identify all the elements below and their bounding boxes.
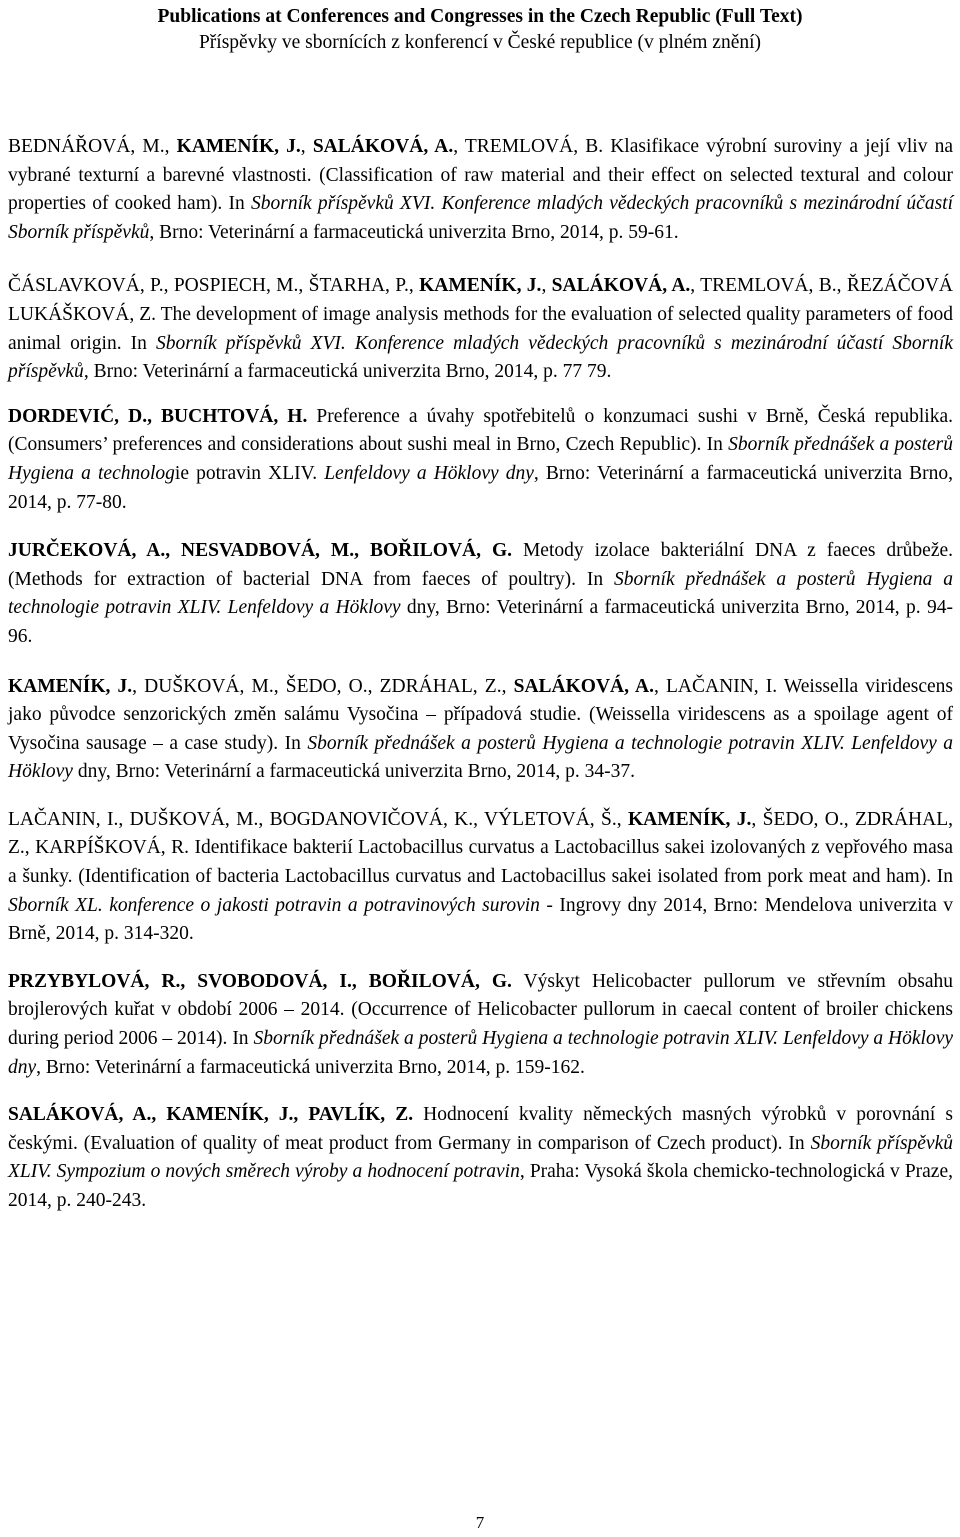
- reference-authors-bold: SALÁKOVÁ, A.: [513, 675, 655, 697]
- reference-text: Preference a úvahy spotřebitelů o konzumaci sushi v Brně, Česká republika. (Consumers’ preferences and considerations about sushi meal in Brno, Czech Republic). In: [8, 405, 954, 456]
- page-header: [0, 4, 960, 56]
- reference-authors-bold: DORDEVIĆ, D., BUCHTOVÁ, H.: [8, 405, 308, 427]
- reference-source-italic: Sborník příspěvků XLIV. Sympozium o nových směrech výroby a hodnocení potravin: [8, 1132, 953, 1183]
- reference-source-italic: Sborník přednášek a posterů Hygiena a technolog: [8, 434, 953, 484]
- reference-source-italic: Sborník příspěvků XVI. Konference mladých vědeckých pracovníků s mezinárodní účastí Sborník příspěvků: [8, 193, 953, 243]
- reference-entry: [8, 968, 953, 1082]
- reference-text: dny, Brno: Veterinární a farmaceutická univerzita Brno, 2014, p. 34-37.: [72, 761, 636, 783]
- reference-source-italic: Sborník přednášek a posterů Hygiena a technologie potravin XLIV. Lenfeldovy a Höklovy: [8, 568, 953, 619]
- reference-authors-bold: SALÁKOVÁ, A.: [312, 136, 454, 157]
- header-title-czech: Příspěvky ve sbornících z konferencí v České republice (v plném znění): [198, 32, 762, 53]
- reference-text: LAČANIN, I., DUŠKOVÁ, M., BOGDANOVIČOVÁ, K., VÝLETOVÁ, Š.,: [8, 808, 629, 830]
- reference-entry: [8, 806, 953, 949]
- reference-text: , LAČANIN, I. Weissella viridescens jako původce senzorických změn salámu Vysočina – případová studie. (Weissella viridescens as a spoilage agent of Vysočina sausage – a case study). In: [8, 675, 954, 754]
- reference-source-italic: Sborník přednášek a posterů Hygiena a technologie potravin XLIV. Lenfeldovy a Höklovy dny: [8, 1028, 954, 1078]
- reference-entry: [8, 673, 953, 787]
- reference-entry: [8, 1101, 953, 1215]
- page-number: 7: [475, 1513, 485, 1532]
- reference-text: Výskyt Helicobacter pullorum ve střevním obsahu brojlerových kuřat v období 2006 – 2014. (Occurrence of Helicobacter pullorum in caecal content of broiler chickens during period 2006 – 2014). In: [8, 970, 954, 1050]
- reference-authors-bold: KAMENÍK, J.: [628, 808, 752, 830]
- reference-text: ie potravin XLIV.: [174, 462, 325, 484]
- reference-text: , Brno: Veterinární a farmaceutická univerzita Brno, 2014, p. 77-80.: [8, 462, 953, 513]
- reference-source-italic: Sborník přednášek a posterů Hygiena a technologie potravin XLIV. Lenfeldovy a Höklovy: [8, 732, 953, 783]
- reference-entry: [8, 537, 953, 651]
- reference-source-italic: Lenfeldovy a Höklovy dny: [324, 462, 534, 484]
- header-title-english: Publications at Conferences and Congresses in the Czech Republic (Full Text): [157, 6, 803, 27]
- reference-text: Metody izolace bakteriální DNA z faeces drůbeže. (Methods for extraction of bacterial DNA from faeces of poultry). In: [8, 540, 954, 590]
- reference-text: , Praha: Vysoká škola chemicko-technologická v Praze, 2014, p. 240-243.: [8, 1161, 953, 1211]
- reference-entry: [8, 403, 953, 517]
- reference-text: , TREMLOVÁ, B. Klasifikace výrobní suroviny a její vliv na vybrané texturní a barevné vlastnosti. (Classification of raw material and their effect on selected textural and colour properties of cooked ham). In: [8, 136, 954, 215]
- reference-source-italic: Sborník příspěvků XVI. Konference mladých vědeckých pracovníků s mezinárodní účastí Sborník příspěvků: [8, 332, 953, 383]
- reference-entry: [8, 133, 953, 247]
- reference-authors-bold: PRZYBYLOVÁ, R., SVOBODOVÁ, I., BOŘILOVÁ, G.: [8, 970, 512, 992]
- reference-text: Hodnocení kvality německých masných výrobků v porovnání s českými. (Evaluation of quality of meat product from Germany in comparison of Czech product). In: [8, 1104, 953, 1154]
- reference-text: ČÁSLAVKOVÁ, P., POSPIECH, M., ŠTARHA, P.,: [8, 275, 420, 297]
- reference-source-italic: Sborník XL. konference o jakosti potravin a potravinových surovin: [8, 894, 540, 916]
- reference-text: , Brno: Veterinární a farmaceutická univerzita Brno, 2014, p. 159-162.: [36, 1056, 585, 1078]
- reference-text: , DUŠKOVÁ, M., ŠEDO, O., ZDRÁHAL, Z.,: [132, 675, 514, 697]
- reference-authors-bold: KAMENÍK, J.: [419, 275, 542, 297]
- reference-text: - Ingrovy dny 2014, Brno: Mendelova univerzita v Brně, 2014, p. 314-320.: [8, 894, 953, 945]
- reference-authors-bold: SALÁKOVÁ, A., KAMENÍK, J., PAVLÍK, Z.: [8, 1104, 414, 1126]
- reference-authors-bold: SALÁKOVÁ, A.: [551, 275, 691, 297]
- reference-list: [8, 133, 953, 1229]
- reference-text: ,: [541, 275, 552, 297]
- reference-text: dny, Brno: Veterinární a farmaceutická univerzita Brno, 2014, p. 94-96.: [8, 597, 953, 647]
- reference-text: , TREMLOVÁ, B., ŘEZÁČOVÁ LUKÁŠKOVÁ, Z. The development of image analysis methods for the evaluation of selected quality parameters of food animal origin. In: [8, 275, 953, 354]
- reference-text: , Brno: Veterinární a farmaceutická univerzita Brno, 2014, p. 77 79.: [83, 361, 612, 383]
- reference-authors-bold: KAMENÍK, J.: [8, 675, 133, 697]
- reference-authors-bold: JURČEKOVÁ, A., NESVADBOVÁ, M., BOŘILOVÁ, G.: [8, 540, 513, 562]
- reference-text: , ŠEDO, O., ZDRÁHAL, Z., KARPÍŠKOVÁ, R. Identifikace bakterií Lactobacillus curvatus a Lactobacillus sakei izolovaných z vepřového masa a šunky. (Identification of bacteria Lactobacillus curvatus and Lactobacillus sakei isolated from pork meat and ham). In: [8, 808, 954, 888]
- reference-authors-bold: KAMENÍK, J.: [176, 136, 301, 157]
- reference-text: ,: [300, 136, 313, 157]
- reference-text: BEDNÁŘOVÁ, M.,: [8, 136, 177, 157]
- reference-entry: [8, 272, 953, 386]
- reference-text: , Brno: Veterinární a farmaceutická univerzita Brno, 2014, p. 59-61.: [149, 221, 679, 243]
